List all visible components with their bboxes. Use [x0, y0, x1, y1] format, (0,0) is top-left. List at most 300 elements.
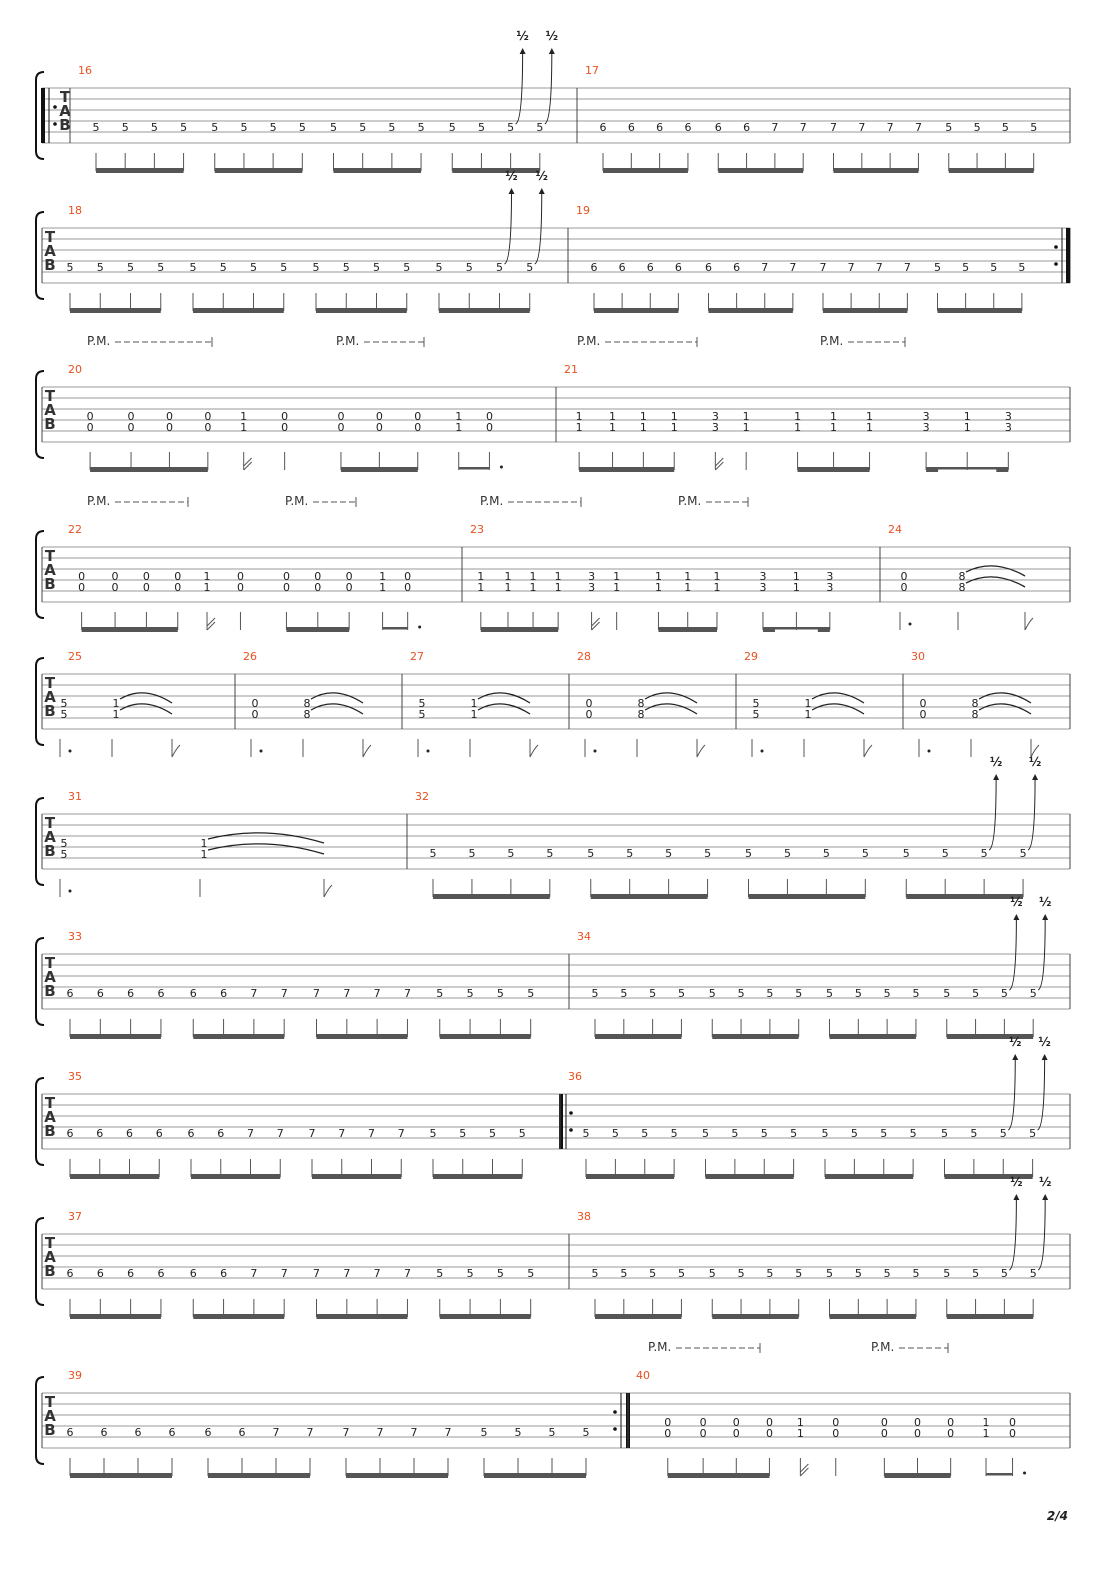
measure-number: 33	[68, 930, 82, 943]
fret-number: 3	[922, 410, 930, 423]
fret-number: 8	[303, 697, 311, 710]
fret-number: 5	[480, 1426, 488, 1439]
fret-number: 5	[745, 847, 752, 860]
fret-number: 5	[269, 121, 277, 134]
beam	[884, 1476, 950, 1479]
note-flag	[800, 1468, 808, 1476]
fret-number: 5	[641, 1127, 649, 1140]
palm-mute-label: P.M.	[678, 494, 702, 508]
fret-number: 6	[66, 987, 74, 1000]
beam	[433, 1177, 522, 1180]
fret-number: 6	[187, 1127, 195, 1140]
bend-amount: ½	[1038, 1035, 1051, 1049]
beam	[595, 1037, 681, 1040]
palm-mute-label: P.M.	[577, 334, 601, 348]
fret-number: 5	[737, 1267, 745, 1280]
fret-number: 0	[111, 570, 119, 583]
tab-clef-letter: T	[44, 1234, 56, 1252]
beam	[709, 311, 793, 314]
tab-clef-letter: B	[44, 702, 56, 720]
note-flag	[1025, 618, 1033, 630]
beam	[440, 1317, 531, 1320]
measure-number: 20	[68, 363, 82, 376]
beam	[481, 627, 558, 630]
fret-number: 5	[435, 261, 443, 274]
fret-number: 6	[627, 121, 635, 134]
fret-number: 5	[649, 987, 657, 1000]
fret-number: 1	[554, 570, 562, 583]
beam	[433, 897, 550, 900]
fret-number: 5	[417, 121, 425, 134]
fret-number: 1	[866, 410, 874, 423]
system-bracket	[36, 1377, 44, 1464]
fret-number: 0	[282, 570, 290, 583]
fret-number: 1	[609, 421, 617, 434]
fret-number: 5	[507, 847, 515, 860]
fret-number: 5	[702, 1127, 709, 1140]
note-flag	[172, 745, 180, 757]
fret-number: 1	[609, 410, 617, 423]
beam	[658, 627, 717, 630]
fret-number: 6	[705, 261, 712, 274]
fret-number: 1	[470, 697, 478, 710]
fret-number: 1	[455, 421, 463, 434]
measure-number: 27	[410, 650, 424, 663]
beam	[70, 1317, 161, 1320]
beam	[70, 1034, 161, 1037]
fret-number: 3	[711, 421, 719, 434]
fret-number: 1	[830, 410, 838, 423]
tab-clef-letter: B	[44, 1421, 56, 1439]
system-bracket	[36, 1218, 44, 1305]
measure-number: 37	[68, 1210, 82, 1223]
beam	[317, 1314, 408, 1317]
tab-clef-letter: A	[44, 1407, 56, 1425]
fret-number: 5	[507, 121, 515, 134]
dot	[260, 750, 263, 753]
fret-number: 0	[204, 410, 212, 423]
beam	[208, 1473, 310, 1476]
beam	[70, 308, 161, 311]
palm-mute-label: P.M.	[871, 1340, 895, 1354]
beam	[658, 630, 717, 633]
beam	[193, 1317, 284, 1320]
fret-number: 1	[639, 410, 647, 423]
note-flag	[800, 1464, 808, 1472]
fret-number: 5	[591, 1267, 599, 1280]
tab-clef-letter: B	[44, 1122, 56, 1140]
fret-number: 5	[973, 121, 981, 134]
fret-number: 5	[999, 1127, 1007, 1140]
fret-number: 5	[752, 708, 760, 721]
fret-number: 7	[247, 1127, 254, 1140]
beam	[316, 308, 407, 311]
fret-number: 0	[281, 421, 289, 434]
fret-number: 5	[990, 261, 998, 274]
tie	[979, 693, 1031, 703]
beam	[82, 627, 178, 630]
beam	[312, 1174, 401, 1177]
note-flag	[363, 745, 371, 757]
fret-number: 0	[165, 421, 173, 434]
fret-number: 5	[388, 121, 396, 134]
fret-number: 1	[670, 421, 678, 434]
fret-number: 5	[342, 261, 350, 274]
fret-number: 5	[466, 1267, 474, 1280]
beam	[579, 467, 674, 470]
fret-number: 5	[219, 261, 227, 274]
measure-number: 22	[68, 523, 82, 536]
fret-number: 6	[189, 987, 197, 1000]
fret-number: 5	[496, 1267, 504, 1280]
fret-number: 5	[962, 261, 970, 274]
fret-number: 6	[168, 1426, 176, 1439]
fret-number: 7	[272, 1426, 280, 1439]
beam	[70, 311, 161, 314]
bend-amount: ½	[545, 29, 559, 43]
beam	[96, 168, 184, 171]
fret-number: 1	[575, 421, 583, 434]
fret-number: 5	[546, 847, 554, 860]
fret-number: 6	[96, 987, 104, 1000]
fret-number: 5	[121, 121, 129, 134]
beam	[96, 171, 184, 174]
fret-number: 7	[280, 1267, 288, 1280]
fret-number: 1	[379, 570, 387, 583]
fret-number: 7	[847, 261, 855, 274]
beam	[823, 308, 907, 311]
fret-number: 6	[134, 1426, 142, 1439]
fret-number: 1	[112, 697, 120, 710]
fret-number: 5	[708, 1267, 716, 1280]
beam	[439, 308, 530, 311]
beam	[712, 1034, 798, 1037]
fret-number: 5	[330, 121, 337, 134]
beam	[312, 1177, 401, 1180]
fret-number: 5	[731, 1127, 739, 1140]
fret-number: 7	[875, 261, 883, 274]
fret-number: 0	[142, 581, 150, 594]
fret-number: 1	[982, 1427, 990, 1440]
fret-number: 5	[943, 987, 951, 1000]
fret-number: 1	[742, 410, 750, 423]
fret-number: 5	[620, 987, 628, 1000]
bend-arrowhead	[509, 188, 515, 194]
fret-number: 1	[794, 410, 802, 423]
note-flag	[324, 885, 332, 897]
beam	[594, 311, 678, 314]
measure-number: 17	[585, 64, 599, 77]
page-number: 2/4	[1046, 1509, 1068, 1523]
fret-number: 0	[414, 410, 422, 423]
fret-number: 7	[410, 1426, 418, 1439]
fret-number: 5	[429, 1127, 437, 1140]
bend-amount: ½	[1010, 1175, 1023, 1189]
fret-number: 8	[958, 570, 966, 583]
beam	[926, 470, 938, 473]
beam	[383, 627, 408, 630]
beam	[193, 1034, 284, 1037]
note-flag	[592, 622, 600, 630]
beam	[439, 311, 530, 314]
fret-number: 5	[902, 847, 910, 860]
fret-number: 1	[203, 581, 211, 594]
fret-number: 5	[496, 261, 503, 274]
tab-clef-letter: A	[44, 688, 56, 706]
fret-number: 7	[403, 1267, 411, 1280]
fret-number: 5	[591, 987, 599, 1000]
fret-number: 5	[514, 1426, 522, 1439]
beam	[317, 1317, 408, 1320]
fret-number: 1	[379, 581, 387, 594]
fret-number: 1	[796, 1416, 804, 1429]
fret-number: 1	[982, 1416, 990, 1429]
fret-number: 5	[737, 987, 745, 1000]
note-flag	[715, 458, 723, 466]
fret-number: 6	[238, 1426, 246, 1439]
bend-arrowhead	[1013, 914, 1019, 920]
fret-number: 5	[403, 261, 411, 274]
fret-number: 5	[496, 987, 504, 1000]
fret-number: 5	[582, 1127, 590, 1140]
fret-number: 5	[980, 847, 988, 860]
fret-number: 7	[342, 1426, 350, 1439]
fret-number: 0	[1009, 1427, 1017, 1440]
fret-number: 7	[886, 121, 894, 134]
beam	[668, 1473, 770, 1476]
fret-number: 5	[970, 1127, 978, 1140]
tab-clef-letter: T	[44, 814, 56, 832]
beam	[579, 470, 674, 473]
fret-number: 6	[155, 1127, 163, 1140]
beam	[830, 1314, 916, 1317]
fret-number: 0	[174, 570, 182, 583]
fret-number: 1	[203, 570, 211, 583]
tie	[812, 693, 864, 703]
measure-number: 26	[243, 650, 257, 663]
fret-number: 5	[766, 1267, 774, 1280]
fret-number: 1	[470, 708, 478, 721]
repeat-dot	[1054, 262, 1058, 266]
fret-number: 5	[766, 987, 774, 1000]
fret-number: 5	[795, 1267, 803, 1280]
fret-number: 0	[699, 1427, 707, 1440]
fret-number: 0	[914, 1427, 922, 1440]
fret-number: 3	[922, 421, 930, 434]
dot	[418, 626, 421, 629]
fret-number: 1	[796, 1427, 804, 1440]
fret-number: 0	[314, 570, 322, 583]
fret-number: 1	[477, 581, 485, 594]
fret-number: 7	[338, 1127, 346, 1140]
beam	[215, 171, 303, 174]
tie	[208, 833, 324, 843]
fret-number: 5	[189, 261, 197, 274]
beam	[798, 470, 870, 473]
repeat-end-thick	[1066, 228, 1070, 283]
fret-number: 1	[713, 570, 721, 583]
fret-number: 5	[1029, 1127, 1037, 1140]
beam	[452, 171, 540, 174]
fret-number: 5	[861, 847, 869, 860]
beam	[749, 894, 866, 897]
beam	[70, 1177, 159, 1180]
beam	[830, 1037, 916, 1040]
beam	[90, 470, 208, 473]
fret-number: 0	[947, 1427, 955, 1440]
repeat-dot	[569, 1128, 573, 1132]
tie	[645, 693, 697, 703]
dot	[928, 750, 931, 753]
fret-number: 5	[157, 261, 165, 274]
beam	[603, 168, 688, 171]
palm-mute-label: P.M.	[336, 334, 360, 348]
beam	[763, 627, 830, 630]
beam	[317, 1034, 408, 1037]
fret-number: 5	[1001, 121, 1009, 134]
beam	[830, 1034, 916, 1037]
fret-number: 0	[204, 421, 212, 434]
fret-number: 0	[282, 581, 290, 594]
repeat-dot	[613, 1410, 617, 1414]
fret-number: 5	[850, 1127, 858, 1140]
bend-arrowhead	[1012, 1054, 1018, 1060]
fret-number: 5	[92, 121, 100, 134]
fret-number: 0	[375, 421, 383, 434]
fret-number: 0	[832, 1427, 840, 1440]
fret-number: 0	[765, 1427, 773, 1440]
tie	[478, 693, 530, 703]
note-flag	[207, 622, 215, 630]
fret-number: 7	[914, 121, 922, 134]
beam	[334, 171, 422, 174]
fret-number: 5	[677, 1267, 685, 1280]
fret-number: 3	[1004, 410, 1012, 423]
fret-number: 5	[620, 1267, 628, 1280]
tie	[120, 704, 172, 714]
fret-number: 5	[649, 1267, 657, 1280]
fret-number: 5	[489, 1127, 496, 1140]
bend-arrowhead	[1042, 1194, 1048, 1200]
fret-number: 6	[733, 261, 741, 274]
fret-number: 5	[912, 987, 920, 1000]
beam	[595, 1034, 681, 1037]
fret-number: 5	[429, 847, 437, 860]
fret-number: 5	[60, 708, 68, 721]
fret-number: 5	[670, 1127, 678, 1140]
tie	[966, 577, 1025, 587]
fret-number: 7	[276, 1127, 284, 1140]
tie	[645, 704, 697, 714]
tie	[120, 693, 172, 703]
beam	[334, 168, 422, 171]
fret-number: 0	[165, 410, 173, 423]
repeat-start-thick	[41, 88, 45, 143]
beam	[938, 311, 1022, 314]
bend-amount: ½	[989, 755, 1003, 769]
fret-number: 1	[792, 570, 800, 583]
fret-number: 1	[866, 421, 874, 434]
beam	[341, 467, 418, 470]
beam	[70, 1473, 172, 1476]
beam	[947, 1317, 1033, 1320]
beam	[481, 630, 558, 633]
fret-number: 5	[465, 261, 473, 274]
fret-number: 1	[613, 570, 621, 583]
fret-number: 7	[903, 261, 911, 274]
measure-number: 34	[577, 930, 591, 943]
bend-arrowhead	[520, 48, 526, 54]
palm-mute-label: P.M.	[285, 494, 309, 508]
beam	[193, 1314, 284, 1317]
fret-number: 0	[345, 581, 353, 594]
fret-number: 0	[414, 421, 422, 434]
fret-number: 6	[96, 1267, 104, 1280]
fret-number: 0	[900, 570, 908, 583]
note-flag	[715, 462, 723, 470]
beam	[433, 894, 550, 897]
fret-number: 5	[536, 121, 544, 134]
fret-number: 0	[86, 410, 94, 423]
fret-number: 5	[359, 121, 367, 134]
bend-amount: ½	[1009, 1035, 1022, 1049]
palm-mute-label: P.M.	[480, 494, 504, 508]
fret-number: 7	[250, 1267, 258, 1280]
bend-arrowhead	[993, 774, 999, 780]
palm-mute-label: P.M.	[648, 1340, 672, 1354]
tab-clef-letter: B	[59, 116, 71, 134]
fret-number: 1	[963, 410, 971, 423]
beam	[191, 1177, 280, 1180]
beam	[484, 1476, 586, 1479]
tab-clef-letter: B	[44, 575, 56, 593]
tie	[311, 693, 363, 703]
beam	[834, 168, 919, 171]
bend-arrowhead	[539, 188, 545, 194]
tab-clef-letter: T	[44, 228, 56, 246]
fret-number: 7	[799, 121, 807, 134]
bend-arrowhead	[1013, 1194, 1019, 1200]
beam	[798, 467, 870, 470]
fret-number: 0	[111, 581, 119, 594]
fret-number: 1	[240, 421, 248, 434]
system-bracket	[36, 938, 44, 1025]
note-flag	[592, 618, 600, 626]
fret-number: 0	[947, 1416, 955, 1429]
fret-number: 3	[1004, 421, 1012, 434]
beam	[763, 630, 775, 633]
fret-number: 5	[941, 1127, 948, 1140]
dot	[594, 750, 597, 753]
repeat-dot	[569, 1111, 573, 1115]
fret-number: 5	[518, 1127, 526, 1140]
fret-number: 6	[96, 1127, 104, 1140]
fret-number: 5	[436, 1267, 444, 1280]
fret-number: 5	[1000, 987, 1008, 1000]
beam	[346, 1473, 448, 1476]
beam	[591, 894, 708, 897]
note-flag	[244, 462, 252, 470]
fret-number: 5	[943, 1267, 951, 1280]
fret-number: 1	[639, 421, 647, 434]
fret-number: 0	[236, 581, 244, 594]
fret-number: 7	[373, 1267, 381, 1280]
fret-number: 0	[664, 1416, 672, 1429]
tab-clef-letter: A	[44, 828, 56, 846]
fret-number: 5	[708, 987, 716, 1000]
fret-number: 1	[455, 410, 463, 423]
beam	[906, 897, 1023, 900]
